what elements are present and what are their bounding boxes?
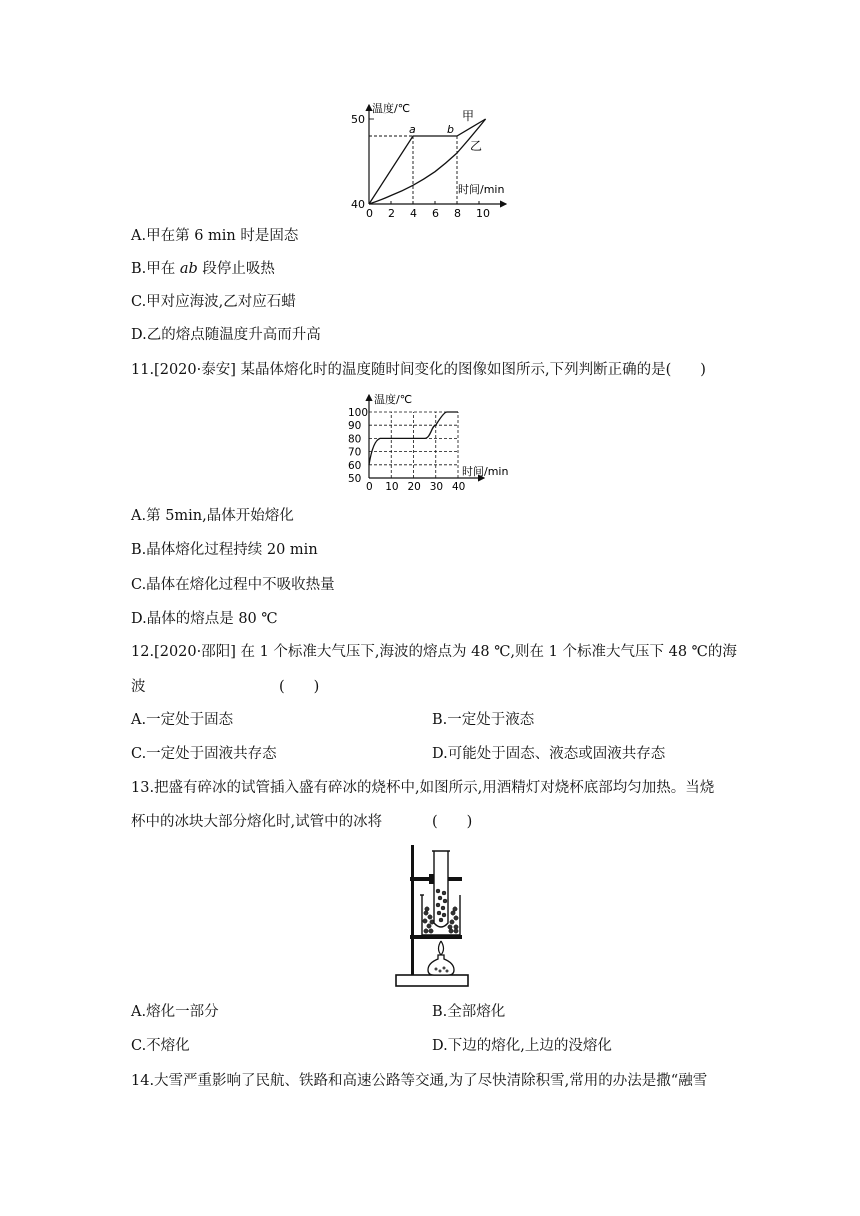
figure-jia-yi-graph — [344, 100, 514, 222]
xtick-label: 4 — [410, 207, 417, 220]
q13-stem-text: 杯中的冰块大部分熔化时,试管中的冰将 — [131, 814, 383, 830]
q13-option-b: B.全部熔化 — [432, 1004, 506, 1020]
point-a-label: a — [409, 123, 416, 136]
q12-option-b: B.一定处于液态 — [432, 712, 535, 728]
q10-option-a: A.甲在第 6 min 时是固态 — [131, 228, 299, 244]
ytick-label: 80 — [348, 433, 362, 446]
xtick-label: 30 — [429, 481, 444, 492]
xtick-label: 10 — [385, 481, 399, 492]
q11-option-a: A.第 5min,晶体开始熔化 — [131, 508, 294, 524]
q10-option-b-pre: B.甲在 — [131, 261, 180, 277]
q12-answer-paren: ( ) — [279, 679, 320, 695]
ytick-label: 90 — [348, 420, 362, 433]
q10-option-d: D.乙的熔点随温度升高而升高 — [131, 327, 321, 343]
xtick-label: 8 — [454, 207, 461, 220]
xtick-label: 0 — [366, 481, 373, 492]
ytick-label: 100 — [348, 407, 369, 419]
series-yi-label: 乙 — [470, 139, 483, 153]
clamp-knob — [429, 874, 434, 884]
q11-option-c: C.晶体在熔化过程中不吸收热量 — [131, 577, 335, 593]
q12-option-d: D.可能处于固态、液态或固液共存态 — [432, 746, 666, 762]
xtick-label: 10 — [476, 207, 490, 220]
q10-option-b-post: 段停止吸热 — [197, 261, 275, 277]
q12-stem-line1: 12.[2020·邵阳] 在 1 个标准大气压下,海波的熔点为 48 ℃,则在 1 个标准大气压下 48 ℃的海 — [131, 644, 737, 660]
q13-option-a: A.熔化一部分 — [131, 1004, 219, 1020]
fig2-xlabel: 时间/min — [462, 465, 509, 478]
fig1-ytick-top: 50 — [351, 113, 365, 126]
fig2-ylabel: 温度/℃ — [374, 393, 413, 406]
fig1-ytick-bottom: 40 — [351, 198, 365, 211]
q10-option-b-italic: ab — [179, 261, 198, 277]
q12-option-c: C.一定处于固液共存态 — [131, 746, 277, 762]
stand-rod — [411, 845, 414, 975]
fig1-xlabel: 时间/min — [458, 183, 505, 196]
q13-option-c: C.不熔化 — [131, 1038, 190, 1054]
ytick-label: 50 — [348, 473, 362, 485]
ytick-label: 70 — [348, 446, 362, 459]
q13-answer-paren: ( ) — [432, 814, 473, 830]
q11-option-b: B.晶体熔化过程持续 20 min — [131, 542, 318, 558]
xtick-label: 20 — [407, 481, 421, 492]
xtick-label: 6 — [432, 207, 439, 220]
xtick-label: 40 — [452, 481, 466, 492]
ytick-label: 60 — [348, 459, 362, 472]
fig1-ylabel: 温度/℃ — [372, 102, 411, 115]
q11-stem: 11.[2020·泰安] 某晶体熔化时的温度随时间变化的图像如图所示,下列判断正确的是( ) — [131, 362, 706, 378]
q10-option-b — [131, 259, 275, 279]
q13-stem-line1: 13.把盛有碎冰的试管插入盛有碎冰的烧杯中,如图所示,用酒精灯对烧杯底部均匀加热。当烧 — [131, 780, 715, 796]
xtick-label: 0 — [366, 207, 373, 220]
q12-stem-word: 波 — [131, 679, 146, 695]
q13-stem-line2 — [131, 812, 473, 832]
stand-base — [396, 975, 468, 986]
q12-stem-line2 — [131, 677, 320, 697]
q14-stem-line1: 14.大雪严重影响了民航、铁路和高速公路等交通,为了尽快清除积雪,常用的办法是撒“融雪 — [131, 1073, 708, 1089]
q11-option-d: D.晶体的熔点是 80 ℃ — [131, 611, 278, 627]
point-b-label: b — [447, 123, 454, 136]
apparatus-figure — [394, 843, 474, 989]
q12-option-a: A.一定处于固态 — [131, 712, 234, 728]
q13-option-d: D.下边的熔化,上边的没熔化 — [432, 1038, 612, 1054]
figure-melting-graph — [344, 392, 519, 492]
series-jia-label: 甲 — [462, 109, 475, 123]
xtick-label: 2 — [388, 207, 395, 220]
q10-option-c: C.甲对应海波,乙对应石蜡 — [131, 294, 296, 310]
flame — [439, 941, 444, 955]
